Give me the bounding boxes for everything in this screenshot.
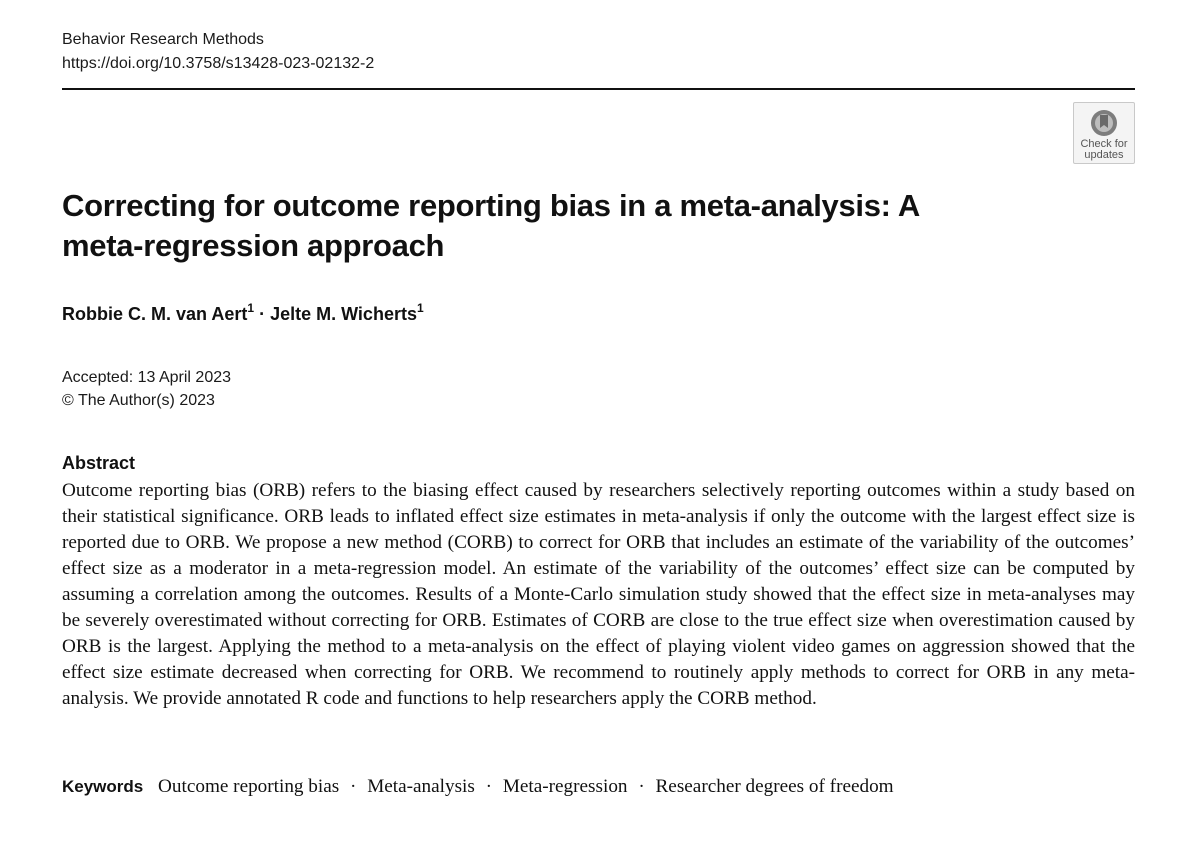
keyword-item[interactable]: Researcher degrees of freedom xyxy=(655,776,894,797)
abstract-heading: Abstract xyxy=(62,453,136,473)
keyword-item[interactable]: Outcome reporting bias xyxy=(158,776,340,797)
check-for-updates-icon xyxy=(1089,108,1119,138)
author-separator: · xyxy=(259,304,266,324)
article-title: Correcting for outcome reporting bias in a meta-analysis: A meta-regression approach xyxy=(62,188,919,263)
check-for-updates-badge[interactable] xyxy=(1073,102,1135,164)
keyword-item[interactable]: Meta-analysis xyxy=(367,776,475,797)
keywords-label: Keywords xyxy=(62,777,144,796)
copyright-notice: © The Author(s) 2023 xyxy=(62,392,215,409)
author-name[interactable]: Jelte M. Wicherts xyxy=(270,304,417,324)
check-for-updates-text: Check for updates xyxy=(1080,138,1128,161)
keyword-separator: · xyxy=(485,776,493,797)
author-list xyxy=(62,302,424,326)
keywords-line xyxy=(62,774,894,800)
keyword-item[interactable]: Meta-regression xyxy=(502,776,628,797)
keyword-separator: · xyxy=(350,776,357,797)
keyword-separator: · xyxy=(638,776,645,797)
doi-link[interactable]: https://doi.org/10.3758/s13428-023-02132-2 xyxy=(62,55,375,72)
abstract-text: Outcome reporting bias (ORB) refers to the biasing effect caused by researchers selectively reporting outcomes within a study based on their statistical significance. ORB leads to inflated effect size estimates in meta-analysis if only the outcome with the largest effect size is reported due to ORB. We propose a new method (CORB) to correct for ORB that includes an estimate of the variability of the outcomes’ effect size as a moderator in a meta-regression model. An estimate of the variability of the outcomes’ effect size can be computed by assuming a correlation among the outcomes. Results of a Monte-Carlo simulation study showed that the effect size in meta-analyses may be severely overestimated without correcting for ORB. Estimates of CORB are close to the true effect size when overestimation caused by ORB is the largest. Applying the method to a meta-analysis on the effect of playing violent video games on aggression showed that the effect size estimate decreased when correcting for ORB. We recommend to routinely apply methods to correct for ORB in any meta-analysis. We provide annotated R code and functions to help researchers apply the CORB method. xyxy=(62,480,1135,709)
header-divider xyxy=(62,88,1135,90)
accepted-date: Accepted: 13 April 2023 xyxy=(62,369,232,386)
author-affiliation: 1 xyxy=(416,301,424,315)
author-name[interactable]: Robbie C. M. van Aert xyxy=(62,304,248,324)
journal-name: Behavior Research Methods xyxy=(62,31,264,48)
author-affiliation: 1 xyxy=(247,301,255,315)
